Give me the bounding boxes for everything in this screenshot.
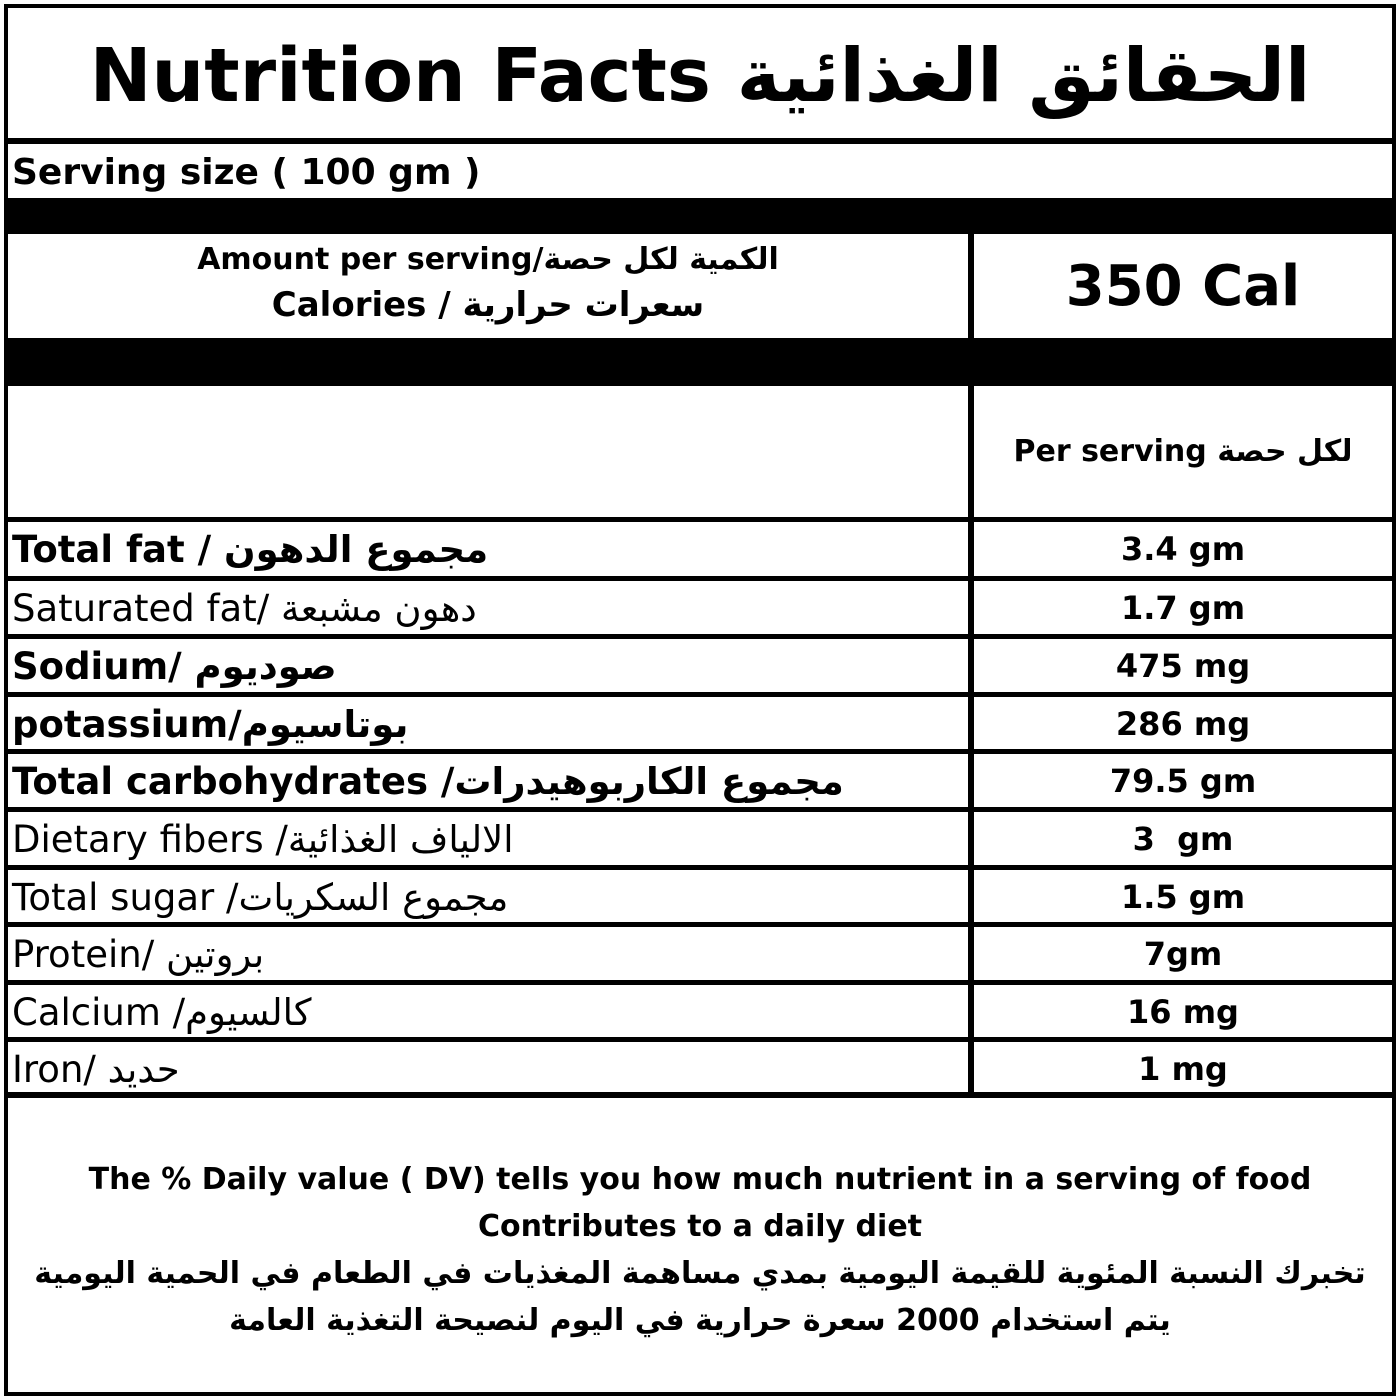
nutrient-name: Iron/ حديد xyxy=(12,1047,180,1091)
nutrient-row xyxy=(8,522,1392,579)
nutrient-name: Sodium/ صوديوم xyxy=(12,644,337,688)
nutrient-value: 79.5 gm xyxy=(1109,762,1257,800)
per-serving-header: Per serving لكل حصة xyxy=(1013,434,1353,469)
nutrient-value: 3.4 gm xyxy=(1120,530,1246,568)
divider-title xyxy=(8,138,1392,144)
nutrient-value: 3 gm xyxy=(1132,820,1234,858)
nutrition-label xyxy=(4,4,1396,1396)
thick-bar-1 xyxy=(8,198,1392,234)
nutrient-row xyxy=(8,754,1392,811)
nutrient-row xyxy=(8,812,1392,869)
nutrient-name: Total carbohydrates /مجموع الكاربوهيدرات xyxy=(12,759,844,803)
nutrient-value: 475 mg xyxy=(1115,647,1251,685)
thick-bar-2 xyxy=(8,338,1392,386)
nutrient-name: Total fat / مجموع الدهون xyxy=(12,527,489,571)
nutrient-value: 7gm xyxy=(1143,935,1223,973)
calories-label: Calories / سعرات حرارية xyxy=(271,284,705,325)
nutrient-name: Total sugar /مجموع السكريات xyxy=(12,875,509,919)
calories-label-block xyxy=(8,234,968,338)
nutrient-row xyxy=(8,927,1392,984)
footnote-line-3: تخبرك النسبة المئوية للقيمة اليومية بمدي مساهمة المغذيات في الطعام في الحمية اليومية xyxy=(34,1256,1366,1291)
nutrient-value: 1.7 gm xyxy=(1120,589,1246,627)
nutrient-name: Saturated fat/ دهون مشبعة xyxy=(12,586,477,630)
nutrient-name: Calcium /كالسيوم xyxy=(12,990,312,1034)
nutrient-row xyxy=(8,1042,1392,1099)
nutrient-value: 286 mg xyxy=(1115,705,1251,743)
footnote-line-1: The % Daily value ( DV) tells you how much nutrient in a serving of food xyxy=(88,1162,1312,1197)
footnote-line-2: Contributes to a daily diet xyxy=(477,1209,923,1244)
calories-value: 350 Cal xyxy=(1065,253,1301,319)
serving-size: Serving size ( 100 gm ) xyxy=(12,151,481,193)
nutrient-name: potassium/بوتاسيوم xyxy=(12,702,409,746)
nutrient-value: 1 mg xyxy=(1138,1050,1228,1088)
nutrient-row xyxy=(8,697,1392,754)
amount-per-serving-label: Amount per serving/الكمية لكل حصة xyxy=(197,241,779,277)
nutrient-row xyxy=(8,639,1392,696)
daily-value-footnote xyxy=(8,1156,1392,1344)
nutrient-row xyxy=(8,870,1392,927)
nutrient-name: Protein/ بروتين xyxy=(12,932,265,976)
nutrient-row xyxy=(8,581,1392,638)
nutrient-value: 16 mg xyxy=(1127,993,1239,1031)
nutrient-row xyxy=(8,985,1392,1042)
label-title: Nutrition Facts الحقائق الغذائية xyxy=(89,32,1311,119)
nutrient-value: 1.5 gm xyxy=(1120,878,1246,916)
nutrient-name: Dietary fibers /الالياف الغذائية xyxy=(12,817,514,861)
table-bottom-divider xyxy=(8,1092,1392,1098)
footnote-line-4: يتم استخدام 2000 سعرة حرارية في اليوم لنصيحة التغذية العامة xyxy=(229,1303,1171,1338)
